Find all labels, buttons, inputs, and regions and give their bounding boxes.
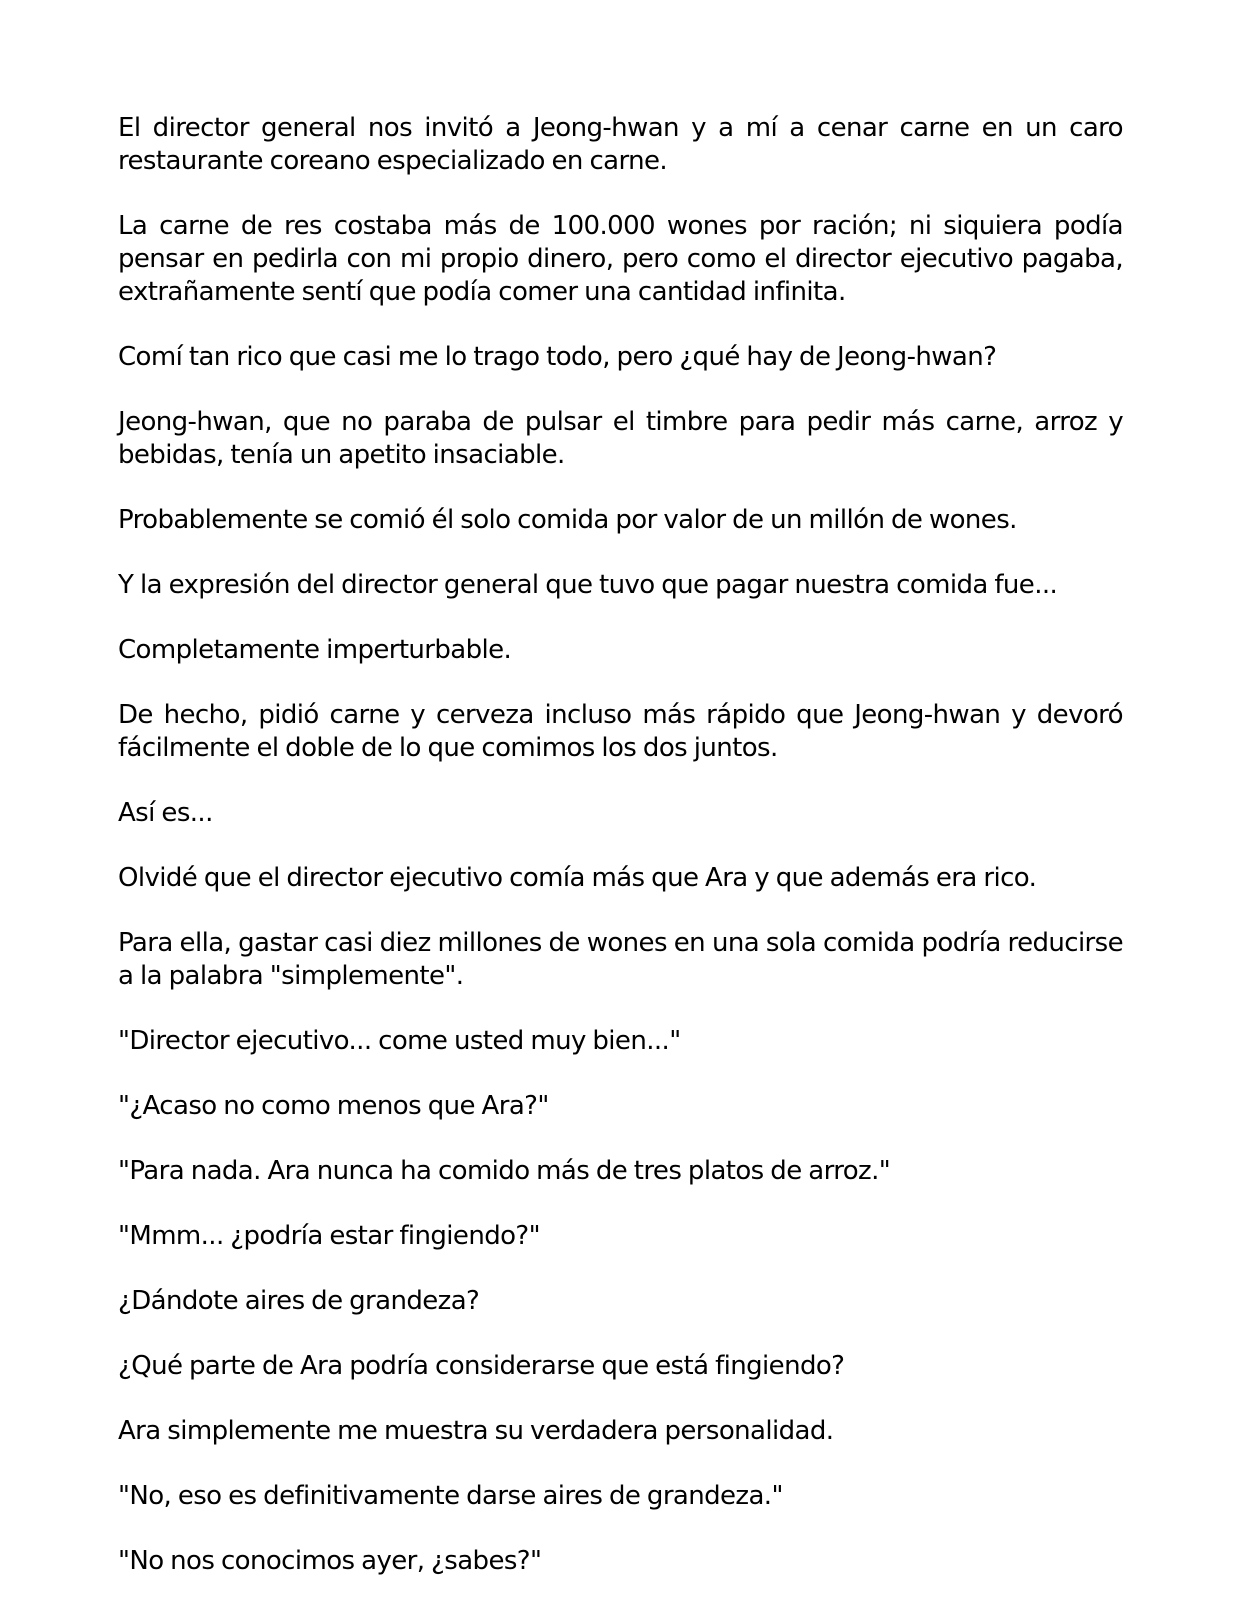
paragraph: ¿Dándote aires de grandeza? xyxy=(118,1286,480,1316)
paragraph: Y la expresión del director general que tuvo que pagar nuestra comida fue... xyxy=(118,570,1058,600)
document-body xyxy=(118,112,1123,1610)
paragraph: Para ella, gastar casi diez millones de wones en una sola comida podría reducirse a la palabra "simplemente". xyxy=(118,928,1123,991)
paragraph: Ara simplemente me muestra su verdadera personalidad. xyxy=(118,1416,834,1446)
paragraph: ¿Qué parte de Ara podría considerarse que está fingiendo? xyxy=(118,1351,845,1381)
paragraph: De hecho, pidió carne y cerveza incluso más rápido que Jeong-hwan y devoró fácilmente el doble de lo que comimos los dos juntos. xyxy=(118,700,1123,763)
paragraph: "No nos conocimos ayer, ¿sabes?" xyxy=(118,1546,542,1576)
paragraph: Así es... xyxy=(118,798,213,828)
paragraph: "Director ejecutivo... come usted muy bien..." xyxy=(118,1026,681,1056)
paragraph: Completamente imperturbable. xyxy=(118,635,512,665)
paragraph: Jeong-hwan, que no paraba de pulsar el timbre para pedir más carne, arroz y bebidas, tenía un apetito insaciable. xyxy=(118,407,1123,470)
paragraph: Comí tan rico que casi me lo trago todo, pero ¿qué hay de Jeong-hwan? xyxy=(118,342,997,372)
paragraph: La carne de res costaba más de 100.000 wones por ración; ni siquiera podía pensar en pedirla con mi propio dinero, pero como el director ejecutivo pagaba, extrañamente sentí que podía comer una cantidad infinita. xyxy=(118,211,1123,307)
paragraph: "Para nada. Ara nunca ha comido más de tres platos de arroz." xyxy=(118,1156,891,1186)
paragraph: "¿Acaso no como menos que Ara?" xyxy=(118,1091,549,1121)
paragraph: "No, eso es definitivamente darse aires de grandeza." xyxy=(118,1481,783,1511)
paragraph: El director general nos invitó a Jeong-hwan y a mí a cenar carne en un caro restaurante coreano especializado en carne. xyxy=(118,113,1123,176)
paragraph: "Mmm... ¿podría estar fingiendo?" xyxy=(118,1221,540,1251)
paragraph: Probablemente se comió él solo comida por valor de un millón de wones. xyxy=(118,505,1017,535)
paragraph: Olvidé que el director ejecutivo comía más que Ara y que además era rico. xyxy=(118,863,1037,893)
